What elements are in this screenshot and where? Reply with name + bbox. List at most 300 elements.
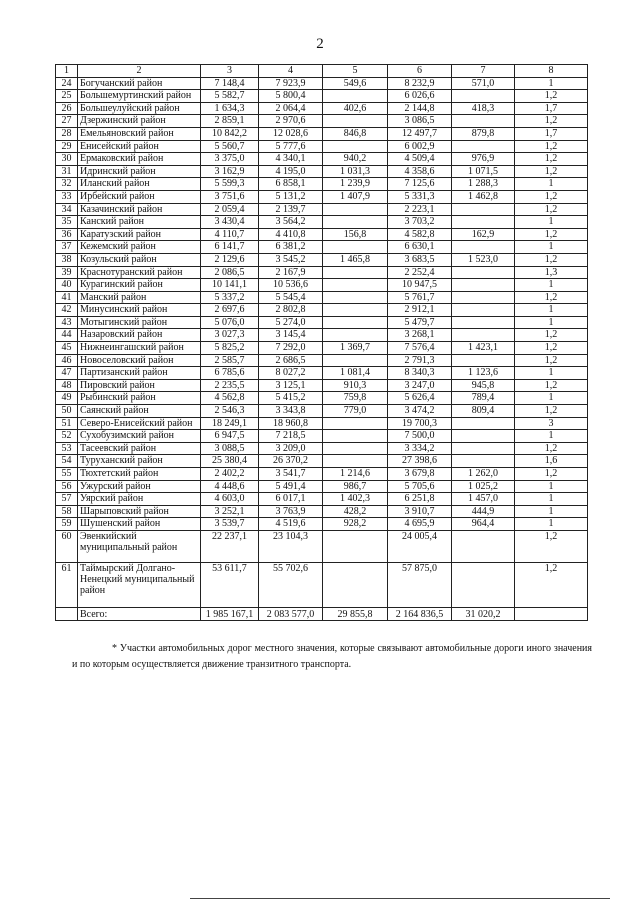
district-name: Казачинский район xyxy=(78,203,201,216)
value-col5 xyxy=(323,90,388,103)
value-col6: 7 125,6 xyxy=(388,178,452,191)
table-row xyxy=(56,342,588,355)
value-col5: 940,2 xyxy=(323,153,388,166)
total-row-number xyxy=(56,607,78,620)
value-col7: 789,4 xyxy=(452,392,515,405)
value-col4: 2 802,8 xyxy=(259,304,323,317)
value-col6: 5 331,3 xyxy=(388,190,452,203)
value-col7 xyxy=(452,417,515,430)
value-col5 xyxy=(323,455,388,468)
district-name: Туруханский район xyxy=(78,455,201,468)
value-col7: 809,4 xyxy=(452,405,515,418)
value-col6: 27 398,6 xyxy=(388,455,452,468)
value-col3: 3 430,4 xyxy=(201,216,259,229)
value-col6: 7 500,0 xyxy=(388,430,452,443)
value-col7 xyxy=(452,455,515,468)
value-col4: 12 028,6 xyxy=(259,127,323,140)
value-col6: 3 268,1 xyxy=(388,329,452,342)
value-col6: 12 497,7 xyxy=(388,127,452,140)
header-cell: 2 xyxy=(78,65,201,78)
value-col7: 1 288,3 xyxy=(452,178,515,191)
value-col3: 2 402,2 xyxy=(201,468,259,481)
value-col5 xyxy=(323,115,388,128)
value-col4: 7 292,0 xyxy=(259,342,323,355)
table-row xyxy=(56,203,588,216)
value-col5: 986,7 xyxy=(323,480,388,493)
row-number: 37 xyxy=(56,241,78,254)
coefficient: 1,3 xyxy=(515,266,588,279)
road-funding-table xyxy=(55,64,588,621)
value-col4: 3 125,1 xyxy=(259,379,323,392)
row-number: 31 xyxy=(56,165,78,178)
value-col5: 1 407,9 xyxy=(323,190,388,203)
value-col7 xyxy=(452,216,515,229)
value-col7 xyxy=(452,266,515,279)
value-col4: 6 381,2 xyxy=(259,241,323,254)
value-col5 xyxy=(323,203,388,216)
district-name: Сухобузимский район xyxy=(78,430,201,443)
value-col7: 879,8 xyxy=(452,127,515,140)
value-col5 xyxy=(323,216,388,229)
total-row xyxy=(56,607,588,620)
header-cell: 7 xyxy=(452,65,515,78)
value-col7: 418,3 xyxy=(452,102,515,115)
value-col5 xyxy=(323,316,388,329)
table-row xyxy=(56,430,588,443)
row-number: 40 xyxy=(56,279,78,292)
row-number: 46 xyxy=(56,354,78,367)
row-number: 55 xyxy=(56,468,78,481)
district-name: Уярский район xyxy=(78,493,201,506)
value-col4: 2 167,9 xyxy=(259,266,323,279)
value-col4: 3 545,2 xyxy=(259,253,323,266)
value-col3: 4 562,8 xyxy=(201,392,259,405)
value-col5 xyxy=(323,562,388,607)
value-col3: 5 560,7 xyxy=(201,140,259,153)
value-col6: 2 791,3 xyxy=(388,354,452,367)
value-col5 xyxy=(323,266,388,279)
coefficient: 1,2 xyxy=(515,329,588,342)
district-name: Рыбинский район xyxy=(78,392,201,405)
table-row xyxy=(56,165,588,178)
value-col3: 5 076,0 xyxy=(201,316,259,329)
value-col3: 2 086,5 xyxy=(201,266,259,279)
value-col4: 5 491,4 xyxy=(259,480,323,493)
value-col6: 19 700,3 xyxy=(388,417,452,430)
value-col3: 3 252,1 xyxy=(201,505,259,518)
coefficient: 1,7 xyxy=(515,102,588,115)
value-col4: 10 536,6 xyxy=(259,279,323,292)
coefficient: 1,2 xyxy=(515,203,588,216)
value-col3: 2 235,5 xyxy=(201,379,259,392)
table-row xyxy=(56,442,588,455)
district-name: Ермаковский район xyxy=(78,153,201,166)
value-col4: 5 777,6 xyxy=(259,140,323,153)
value-col4: 4 195,0 xyxy=(259,165,323,178)
value-col3: 6 785,6 xyxy=(201,367,259,380)
table-row xyxy=(56,480,588,493)
value-col3: 7 148,4 xyxy=(201,77,259,90)
value-col7 xyxy=(452,90,515,103)
value-col7 xyxy=(452,562,515,607)
value-col3: 5 337,2 xyxy=(201,291,259,304)
row-number: 33 xyxy=(56,190,78,203)
coefficient: 1 xyxy=(515,241,588,254)
value-col3: 2 059,4 xyxy=(201,203,259,216)
value-col5: 928,2 xyxy=(323,518,388,531)
value-col6: 6 002,9 xyxy=(388,140,452,153)
district-name: Емельяновский район xyxy=(78,127,201,140)
header-cell: 8 xyxy=(515,65,588,78)
row-number: 61 xyxy=(56,562,78,607)
row-number: 54 xyxy=(56,455,78,468)
row-number: 41 xyxy=(56,291,78,304)
value-col6: 7 576,4 xyxy=(388,342,452,355)
coefficient: 1 xyxy=(515,304,588,317)
district-name: Назаровский район xyxy=(78,329,201,342)
table-row xyxy=(56,379,588,392)
table-header-row xyxy=(56,65,588,78)
value-col4: 4 519,6 xyxy=(259,518,323,531)
table-row xyxy=(56,241,588,254)
table-row xyxy=(56,102,588,115)
row-number: 56 xyxy=(56,480,78,493)
value-col7 xyxy=(452,316,515,329)
value-col6: 57 875,0 xyxy=(388,562,452,607)
coefficient: 1,2 xyxy=(515,153,588,166)
value-col6: 8 340,3 xyxy=(388,367,452,380)
district-name: Краснотуранский район xyxy=(78,266,201,279)
district-name: Тасеевский район xyxy=(78,442,201,455)
coefficient: 1 xyxy=(515,430,588,443)
value-col3: 2 697,6 xyxy=(201,304,259,317)
value-col3: 53 611,7 xyxy=(201,562,259,607)
coefficient: 1 xyxy=(515,480,588,493)
district-name: Козульский район xyxy=(78,253,201,266)
value-col3: 3 375,0 xyxy=(201,153,259,166)
value-col5: 1 369,7 xyxy=(323,342,388,355)
value-col5: 1 081,4 xyxy=(323,367,388,380)
value-col6: 5 761,7 xyxy=(388,291,452,304)
value-col5: 1 402,3 xyxy=(323,493,388,506)
coefficient: 1 xyxy=(515,77,588,90)
page-number: 2 xyxy=(316,36,324,52)
coefficient: 1,2 xyxy=(515,253,588,266)
value-col4: 23 104,3 xyxy=(259,530,323,562)
coefficient: 1,2 xyxy=(515,354,588,367)
table-row xyxy=(56,127,588,140)
coefficient: 1,2 xyxy=(515,342,588,355)
value-col5 xyxy=(323,530,388,562)
coefficient: 1,2 xyxy=(515,90,588,103)
district-name: Нижнеингашский район xyxy=(78,342,201,355)
value-col6: 6 251,8 xyxy=(388,493,452,506)
value-col6: 4 582,8 xyxy=(388,228,452,241)
row-number: 57 xyxy=(56,493,78,506)
row-number: 58 xyxy=(56,505,78,518)
district-name: Минусинский район xyxy=(78,304,201,317)
value-col4: 5 415,2 xyxy=(259,392,323,405)
row-number: 30 xyxy=(56,153,78,166)
row-number: 60 xyxy=(56,530,78,562)
value-col3: 2 546,3 xyxy=(201,405,259,418)
value-col6: 3 683,5 xyxy=(388,253,452,266)
district-name: Большеулуйский район xyxy=(78,102,201,115)
value-col7: 1 457,0 xyxy=(452,493,515,506)
value-col6: 2 144,8 xyxy=(388,102,452,115)
value-col7: 1 071,5 xyxy=(452,165,515,178)
table-row xyxy=(56,505,588,518)
value-col6: 24 005,4 xyxy=(388,530,452,562)
row-number: 48 xyxy=(56,379,78,392)
district-name: Канский район xyxy=(78,216,201,229)
value-col7: 571,0 xyxy=(452,77,515,90)
value-col3: 4 110,7 xyxy=(201,228,259,241)
row-number: 28 xyxy=(56,127,78,140)
value-col6: 2 223,1 xyxy=(388,203,452,216)
header-cell: 4 xyxy=(259,65,323,78)
total-col3: 1 985 167,1 xyxy=(201,607,259,620)
table-row xyxy=(56,77,588,90)
value-col7 xyxy=(452,530,515,562)
total-col5: 29 855,8 xyxy=(323,607,388,620)
row-number: 51 xyxy=(56,417,78,430)
value-col5 xyxy=(323,354,388,367)
value-col4: 26 370,2 xyxy=(259,455,323,468)
header-cell: 3 xyxy=(201,65,259,78)
value-col7 xyxy=(452,354,515,367)
row-number: 47 xyxy=(56,367,78,380)
value-col6: 4 695,9 xyxy=(388,518,452,531)
value-col5 xyxy=(323,329,388,342)
value-col5: 1 214,6 xyxy=(323,468,388,481)
value-col3: 3 027,3 xyxy=(201,329,259,342)
value-col4: 3 763,9 xyxy=(259,505,323,518)
table-row xyxy=(56,518,588,531)
value-col7: 1 262,0 xyxy=(452,468,515,481)
table-row xyxy=(56,405,588,418)
value-col5 xyxy=(323,241,388,254)
value-col3: 2 129,6 xyxy=(201,253,259,266)
row-number: 26 xyxy=(56,102,78,115)
coefficient: 1,2 xyxy=(515,190,588,203)
value-col4: 4 410,8 xyxy=(259,228,323,241)
district-name: Богучанский район xyxy=(78,77,201,90)
row-number: 50 xyxy=(56,405,78,418)
row-number: 29 xyxy=(56,140,78,153)
value-col5 xyxy=(323,442,388,455)
value-col5: 428,2 xyxy=(323,505,388,518)
value-col7 xyxy=(452,140,515,153)
value-col4: 5 800,4 xyxy=(259,90,323,103)
value-col6: 5 479,7 xyxy=(388,316,452,329)
district-name: Новоселовский район xyxy=(78,354,201,367)
table-row xyxy=(56,190,588,203)
value-col5: 759,8 xyxy=(323,392,388,405)
district-name: Эвенкийский муниципальный район xyxy=(78,530,201,562)
table-row xyxy=(56,304,588,317)
value-col7 xyxy=(452,115,515,128)
value-col7 xyxy=(452,430,515,443)
value-col6: 3 086,5 xyxy=(388,115,452,128)
row-number: 35 xyxy=(56,216,78,229)
value-col6: 6 026,6 xyxy=(388,90,452,103)
value-col3: 5 825,2 xyxy=(201,342,259,355)
row-number: 44 xyxy=(56,329,78,342)
district-name: Манский район xyxy=(78,291,201,304)
value-col5: 846,8 xyxy=(323,127,388,140)
table-row xyxy=(56,493,588,506)
district-name: Идринский район xyxy=(78,165,201,178)
value-col3: 10 842,2 xyxy=(201,127,259,140)
table-row xyxy=(56,90,588,103)
value-col4: 18 960,8 xyxy=(259,417,323,430)
coefficient: 1 xyxy=(515,493,588,506)
value-col7 xyxy=(452,329,515,342)
value-col5: 1 031,3 xyxy=(323,165,388,178)
value-col7 xyxy=(452,442,515,455)
value-col7: 162,9 xyxy=(452,228,515,241)
value-col5 xyxy=(323,140,388,153)
total-col4: 2 083 577,0 xyxy=(259,607,323,620)
value-col3: 6 947,5 xyxy=(201,430,259,443)
district-name: Кежемский район xyxy=(78,241,201,254)
value-col3: 3 088,5 xyxy=(201,442,259,455)
district-name: Ужурский район xyxy=(78,480,201,493)
total-col7: 31 020,2 xyxy=(452,607,515,620)
row-number: 32 xyxy=(56,178,78,191)
value-col3: 18 249,1 xyxy=(201,417,259,430)
header-cell: 1 xyxy=(56,65,78,78)
table-row xyxy=(56,354,588,367)
value-col6: 2 252,4 xyxy=(388,266,452,279)
value-col7 xyxy=(452,241,515,254)
table-row xyxy=(56,253,588,266)
value-col7 xyxy=(452,279,515,292)
value-col5: 1 239,9 xyxy=(323,178,388,191)
row-number: 25 xyxy=(56,90,78,103)
table-row xyxy=(56,153,588,166)
district-name: Большемуртинский район xyxy=(78,90,201,103)
district-name: Партизанский район xyxy=(78,367,201,380)
value-col7: 1 462,8 xyxy=(452,190,515,203)
coefficient: 1 xyxy=(515,316,588,329)
district-name: Шарыповский район xyxy=(78,505,201,518)
row-number: 36 xyxy=(56,228,78,241)
value-col7 xyxy=(452,291,515,304)
row-number: 52 xyxy=(56,430,78,443)
header-cell: 6 xyxy=(388,65,452,78)
value-col5 xyxy=(323,279,388,292)
value-col4: 5 274,0 xyxy=(259,316,323,329)
value-col5: 1 465,8 xyxy=(323,253,388,266)
table-row xyxy=(56,216,588,229)
value-col3: 3 539,7 xyxy=(201,518,259,531)
district-name: Пировский район xyxy=(78,379,201,392)
coefficient: 1,6 xyxy=(515,455,588,468)
table-row xyxy=(56,367,588,380)
value-col6: 4 509,4 xyxy=(388,153,452,166)
table-row xyxy=(56,417,588,430)
value-col6: 3 334,2 xyxy=(388,442,452,455)
coefficient: 1 xyxy=(515,518,588,531)
value-col3: 3 162,9 xyxy=(201,165,259,178)
coefficient: 1,2 xyxy=(515,291,588,304)
coefficient: 1 xyxy=(515,178,588,191)
table-row xyxy=(56,329,588,342)
district-name: Северо-Енисейский район xyxy=(78,417,201,430)
district-name: Мотыгинский район xyxy=(78,316,201,329)
row-number: 49 xyxy=(56,392,78,405)
value-col7 xyxy=(452,203,515,216)
value-col7: 945,8 xyxy=(452,379,515,392)
value-col4: 3 564,2 xyxy=(259,216,323,229)
row-number: 59 xyxy=(56,518,78,531)
coefficient: 1,7 xyxy=(515,127,588,140)
coefficient: 1 xyxy=(515,392,588,405)
value-col3: 3 751,6 xyxy=(201,190,259,203)
district-name: Тюхтетский район xyxy=(78,468,201,481)
value-col4: 3 145,4 xyxy=(259,329,323,342)
bottom-rule xyxy=(190,898,610,899)
value-col6: 8 232,9 xyxy=(388,77,452,90)
coefficient: 1,2 xyxy=(515,442,588,455)
district-name: Иланский район xyxy=(78,178,201,191)
value-col6: 3 679,8 xyxy=(388,468,452,481)
value-col3: 25 380,4 xyxy=(201,455,259,468)
value-col6: 3 703,2 xyxy=(388,216,452,229)
value-col4: 7 218,5 xyxy=(259,430,323,443)
footnote: * Участки автомобильных дорог местного значения, которые связывают автомобильные дороги иного значения и по которым осуществляется движение транзитного транспорта. xyxy=(72,643,592,670)
value-col4: 2 139,7 xyxy=(259,203,323,216)
value-col5: 779,0 xyxy=(323,405,388,418)
total-label: Всего: xyxy=(78,607,201,620)
table-row xyxy=(56,115,588,128)
table-row xyxy=(56,316,588,329)
table-row xyxy=(56,140,588,153)
value-col7: 964,4 xyxy=(452,518,515,531)
value-col4: 6 017,1 xyxy=(259,493,323,506)
value-col4: 6 858,1 xyxy=(259,178,323,191)
value-col4: 7 923,9 xyxy=(259,77,323,90)
value-col4: 55 702,6 xyxy=(259,562,323,607)
value-col6: 6 630,1 xyxy=(388,241,452,254)
coefficient: 1,2 xyxy=(515,530,588,562)
value-col4: 3 343,8 xyxy=(259,405,323,418)
value-col7 xyxy=(452,304,515,317)
value-col7: 444,9 xyxy=(452,505,515,518)
value-col6: 3 247,0 xyxy=(388,379,452,392)
value-col5: 156,8 xyxy=(323,228,388,241)
value-col3: 5 582,7 xyxy=(201,90,259,103)
total-col8 xyxy=(515,607,588,620)
coefficient: 1,2 xyxy=(515,115,588,128)
district-name: Ирбейский район xyxy=(78,190,201,203)
coefficient: 1,2 xyxy=(515,165,588,178)
row-number: 53 xyxy=(56,442,78,455)
value-col4: 3 209,0 xyxy=(259,442,323,455)
district-name: Каратузский район xyxy=(78,228,201,241)
coefficient: 1 xyxy=(515,216,588,229)
row-number: 39 xyxy=(56,266,78,279)
value-col6: 3 474,2 xyxy=(388,405,452,418)
coefficient: 1,2 xyxy=(515,405,588,418)
coefficient: 1,2 xyxy=(515,140,588,153)
value-col6: 10 947,5 xyxy=(388,279,452,292)
header-cell: 5 xyxy=(323,65,388,78)
value-col3: 4 448,6 xyxy=(201,480,259,493)
value-col6: 2 912,1 xyxy=(388,304,452,317)
